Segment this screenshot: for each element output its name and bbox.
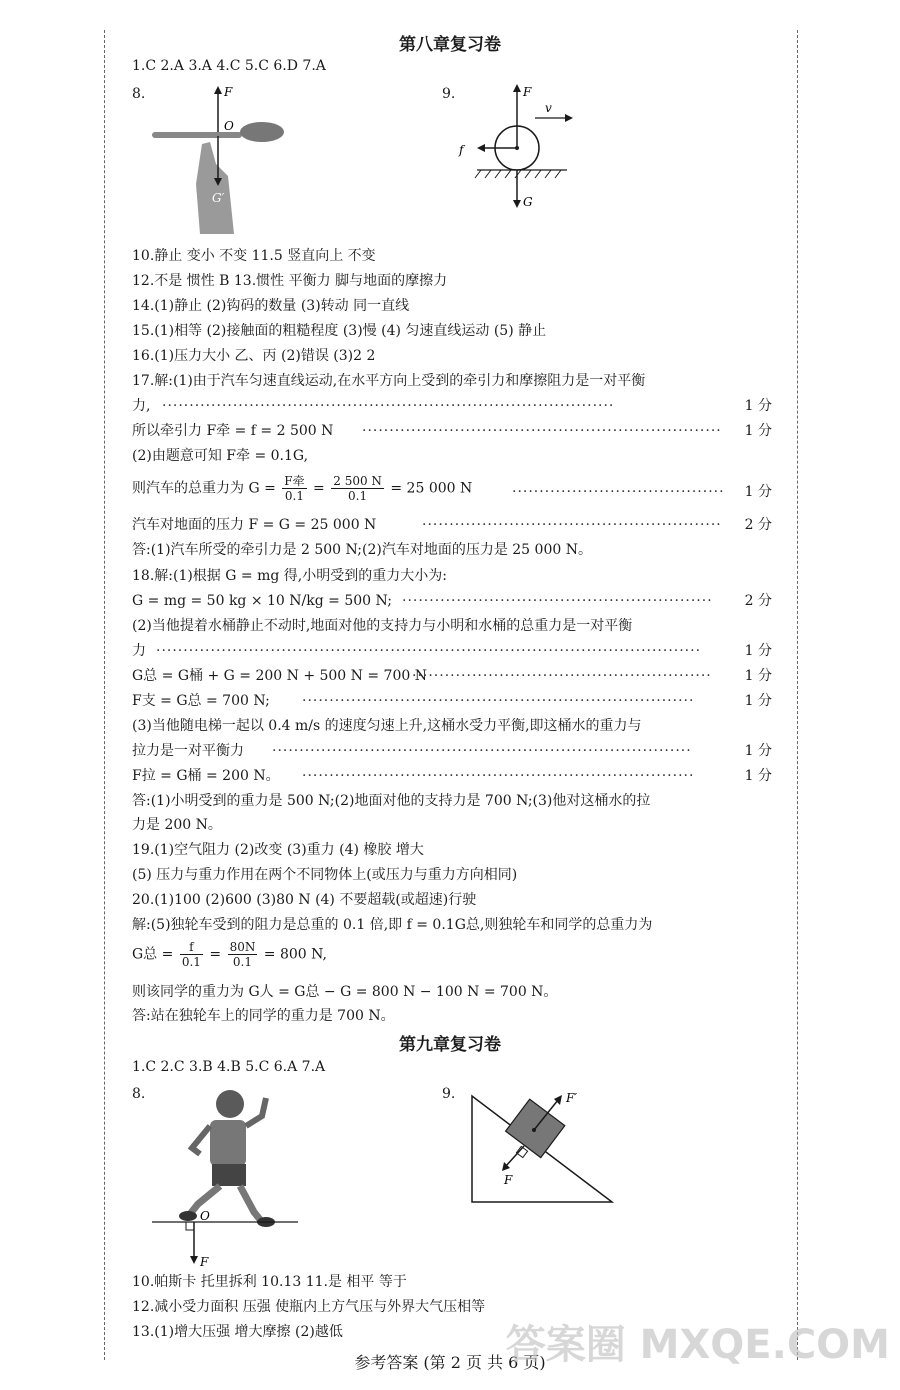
ch8-q8-label: 8. (132, 86, 146, 102)
ch8-q18-line2: G = mg = 50 kg × 10 N/kg = 500 N; ························································· 2 分 (132, 593, 772, 609)
ch8-q18-line1: 18.解:(1)根据 G = mg 得,小明受到的重力大小为: (132, 568, 447, 584)
friction-f-label: f (459, 143, 464, 157)
chapter9-title: 第九章复习卷 (399, 1035, 501, 1055)
ch8-q16: 16.(1)压力大小 乙、丙 (2)错误 (3)2 2 (132, 348, 376, 364)
ch8-q14: 14.(1)静止 (2)钩码的数量 (3)转动 同一直线 (132, 298, 410, 314)
ch8-q9-label: 9. (442, 86, 456, 102)
ch8-q18-line4: 力 ···································································································· 1 分 (132, 643, 772, 659)
fraction-F-over-0.1: $\frac{\text{F牵}}{0.1}$ (284, 474, 305, 503)
binding-line-left (104, 30, 105, 1360)
ch9-q12: 12.减小受力面积 压强 使瓶内上方气压与外界大气压相等 (132, 1299, 486, 1315)
gravity-G-label: G′ (212, 191, 225, 205)
ch9-q13: 13.(1)增大压强 增大摩擦 (2)越低 (132, 1324, 343, 1340)
pressure-F-label: F (504, 1173, 513, 1187)
force-F-label: F (224, 85, 233, 99)
ch9-q8-label: 8. (132, 1086, 146, 1102)
fraction-80N-over-0.1: $\frac{80N}{0.1}$ (229, 940, 256, 969)
ch8-q18-line8: 拉力是一对平衡力 ············································································· 1 分 (132, 743, 772, 759)
runner-F-label: F (200, 1255, 209, 1269)
ch8-q19-line1: 19.(1)空气阻力 (2)改变 (3)重力 (4) 橡胶 增大 (132, 842, 424, 858)
ch8-q15: 15.(1)相等 (2)接触面的粗糙程度 (3)慢 (4) 匀速直线运动 (5) 静止 (132, 323, 547, 339)
fraction-f-over-0.1: $\frac{f}{0.1}$ (181, 940, 201, 969)
incline-block-figure (462, 1086, 622, 1206)
ch8-q17-answer: 答:(1)汽车所受的牵引力是 2 500 N;(2)汽车对地面的压力是 25 000 N。 (132, 542, 592, 558)
ch8-q20-answer: 答:站在独轮车上的同学的重力是 700 N。 (132, 1008, 395, 1024)
ch8-q17-line6: 汽车对地面的压力 F = G = 25 000 N ······················································· 2 分 (132, 517, 772, 533)
ch8-q17-line2: 力, ··················································································· 1 分 (132, 398, 772, 414)
ch8-q17-line3: 所以牵引力 F牵 = f = 2 500 N ·································································· 1 分 (132, 423, 772, 439)
page-footer: 参考答案 (第 2 页 共 6 页) (354, 1353, 546, 1372)
ch8-q17-line4: (2)由题意可知 F牵 = 0.1G, (132, 448, 309, 464)
ch8-q17-line5: 则汽车的总重力为 G = $\frac{\text{F牵}}{0.1}$ = $\frac{2 500 N}{0.1}$ = 25 000 N ······································· 1 分 (132, 474, 772, 503)
runner-figure (150, 1082, 300, 1272)
ch8-q17-line1: 17.解:(1)由于汽车匀速直线运动,在水平方向上受到的牵引力和摩擦阻力是一对平衡 (132, 373, 646, 389)
ch8-q18-line5: G总 = G桶 + G = 200 N + 500 N = 700 N ······················································· 1 分 (132, 668, 772, 684)
ch8-q20-line1: 20.(1)100 (2)600 (3)80 N (4) 不要超载(或超速)行驶 (132, 892, 477, 908)
ch8-q12-13: 12.不是 惯性 B 13.惯性 平衡力 脚与地面的摩擦力 (132, 273, 448, 289)
binding-line-right (797, 30, 798, 1360)
wheel-G-label: G (523, 195, 533, 209)
ch8-q18-line9: F拉 = G桶 = 200 N。 ········································································ 1 分 (132, 768, 772, 784)
ch8-q18-line3: (2)当他提着水桶静止不动时,地面对他的支持力与小明和水桶的总重力是一对平衡 (132, 618, 633, 634)
normal-F-prime-label: F′ (566, 1091, 578, 1105)
ch9-q10-11: 10.帕斯卡 托里拆利 10.13 11.是 相平 等于 (132, 1274, 407, 1290)
ch9-q9-label: 9. (442, 1086, 456, 1102)
runner-O-label: O (200, 1209, 210, 1223)
ch8-q10-11: 10.静止 变小 不变 11.5 竖直向上 不变 (132, 248, 376, 264)
watermark: 答案圈 MXQE.COM (505, 1322, 890, 1368)
chapter8-title: 第八章复习卷 (399, 35, 501, 55)
ch8-q18-answer1: 答:(1)小明受到的重力是 500 N;(2)地面对他的支持力是 700 N;(3)他对这桶水的拉 (132, 793, 651, 809)
ch8-multiple-choice: 1.C 2.A 3.A 4.C 5.C 6.D 7.A (132, 58, 326, 74)
wheel-F-label: F (523, 85, 532, 99)
fraction-2500-over-0.1: $\frac{2 500 N}{0.1}$ (333, 474, 382, 503)
ch8-q20-line3: G总 = $\frac{f}{0.1}$ = $\frac{80N}{0.1}$ = 800 N, (132, 940, 327, 969)
ch8-q18-line6: F支 = G总 = 700 N; ········································································ 1 分 (132, 693, 772, 709)
ch8-q19-line2: (5) 压力与重力作用在两个不同物体上(或压力与重力方向相同) (132, 867, 518, 883)
spoon-balance-figure (150, 84, 290, 244)
ch8-q18-answer2: 力是 200 N。 (132, 817, 222, 833)
velocity-v-label: v (545, 101, 552, 115)
ch8-q18-line7: (3)当他随电梯一起以 0.4 m/s 的速度匀速上升,这桶水受力平衡,即这桶水的重力与 (132, 718, 642, 734)
rolling-wheel-figure (455, 82, 595, 217)
ch9-multiple-choice: 1.C 2.C 3.B 4.B 5.C 6.A 7.A (132, 1059, 326, 1075)
ch8-q20-line2: 解:(5)独轮车受到的阻力是总重的 0.1 倍,即 f = 0.1G总,则独轮车和同学的总重力为 (132, 917, 653, 933)
pivot-O-label: O (224, 119, 234, 133)
ch8-q20-line4: 则该同学的重力为 G人 = G总 − G = 800 N − 100 N = 700 N。 (132, 984, 558, 1000)
